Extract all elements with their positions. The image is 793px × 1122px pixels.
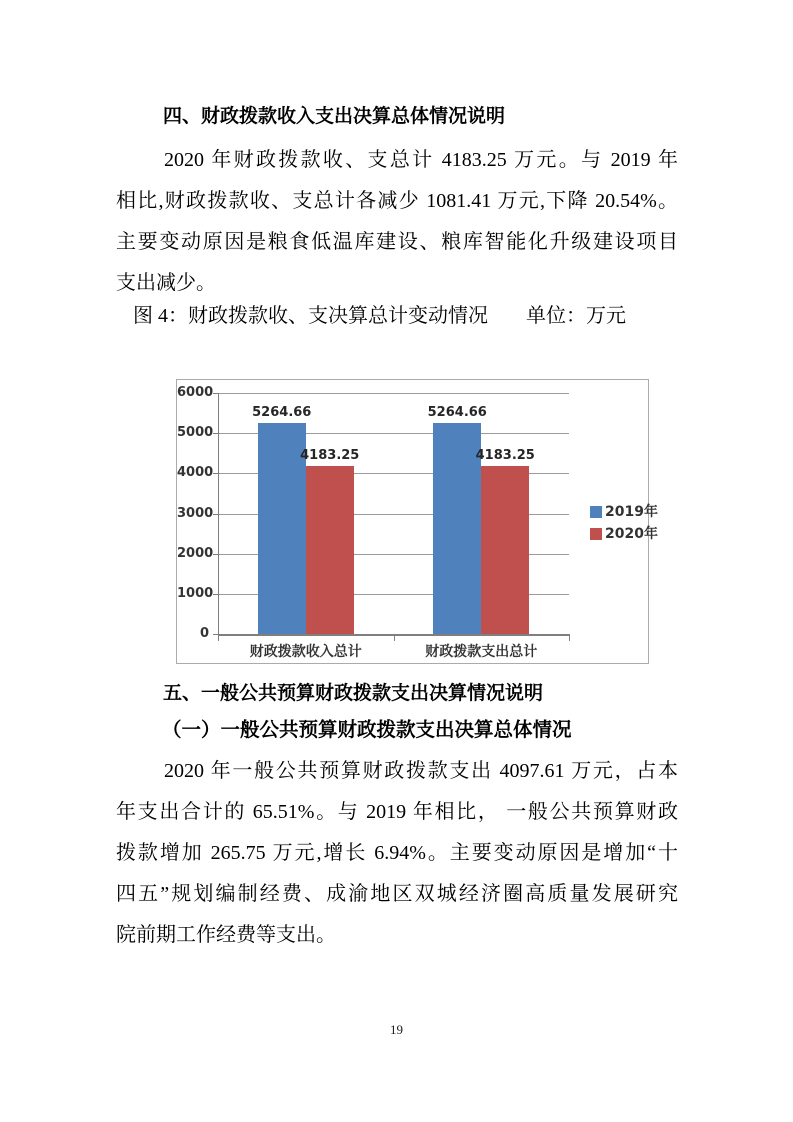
legend-item (590, 526, 658, 542)
data-label: 4183.25 (475, 447, 535, 463)
section4-heading: 四、财政拨款收入支出决算总体情况说明 (163, 106, 506, 127)
bar-2020年-1 (481, 466, 529, 634)
y-tick-label: 5000 (177, 425, 214, 441)
figure4-caption (116, 300, 678, 332)
section5-paragraph (116, 751, 678, 956)
section4-paragraph (116, 140, 678, 304)
legend-label: 2020年 (605, 526, 658, 542)
legend-swatch (590, 506, 602, 518)
paragraph-line: 年支出合计的 65.51%。与 2019 年相比， 一般公共预算财政 (116, 801, 678, 823)
paragraph-line: 院前期工作经费等支出。 (116, 924, 336, 946)
legend-swatch (590, 528, 602, 540)
paragraph-line: 主要变动原因是粮食低温库建设、粮库智能化升级建设项目 (116, 231, 678, 253)
y-tick-label: 3000 (177, 505, 214, 521)
paragraph-line: 2020 年财政拨款收、支总计 4183.25 万元。与 2019 年 (164, 149, 678, 171)
section5-heading: 五、一般公共预算财政拨款支出决算情况说明 (163, 683, 544, 704)
data-label: 5264.66 (427, 404, 487, 420)
bar-2020年-0 (306, 466, 354, 634)
figure4-bar-chart (176, 379, 658, 664)
y-tick-label: 4000 (177, 465, 214, 481)
category-label: 财政拨款收入总计 (249, 644, 362, 660)
paragraph-line: 四五”规划编制经费、成渝地区双城经济圈高质量发展研究 (116, 883, 678, 905)
paragraph-line: 支出减少。 (116, 272, 216, 294)
legend-item (590, 504, 658, 520)
section5-subheading: （一）一般公共预算财政拨款支出决算总体情况 (162, 720, 572, 741)
data-label: 5264.66 (252, 404, 312, 420)
category-label: 财政拨款支出总计 (425, 644, 538, 660)
paragraph-line: 2020 年一般公共预算财政拨款支出 4097.61 万元，占本 (164, 760, 678, 782)
figure4-unit-label: 单位：万元 (526, 305, 626, 327)
chart-legend (590, 504, 658, 548)
x-axis-tick (218, 636, 219, 641)
paragraph-line: 拨款增加 265.75 万元,增长 6.94%。主要变动原因是增加“十 (116, 842, 678, 864)
y-tick-label: 2000 (177, 545, 214, 561)
page-number: 19 (390, 1022, 403, 1037)
gridline (218, 393, 569, 394)
x-axis-tick (569, 636, 570, 641)
y-tick-label: 6000 (177, 385, 214, 400)
paragraph-line: 相比,财政拨款收、支总计各减少 1081.41 万元,下降 20.54%。 (116, 190, 678, 212)
y-tick-label: 0 (199, 626, 209, 641)
y-axis-line (218, 393, 219, 634)
figure4-caption-text: 图 4：财政拨款收、支决算总计变动情况 (133, 305, 488, 327)
legend-label: 2019年 (605, 504, 658, 520)
y-tick-label: 1000 (177, 585, 214, 601)
x-axis-tick (394, 636, 395, 641)
data-label: 4183.25 (300, 447, 360, 463)
